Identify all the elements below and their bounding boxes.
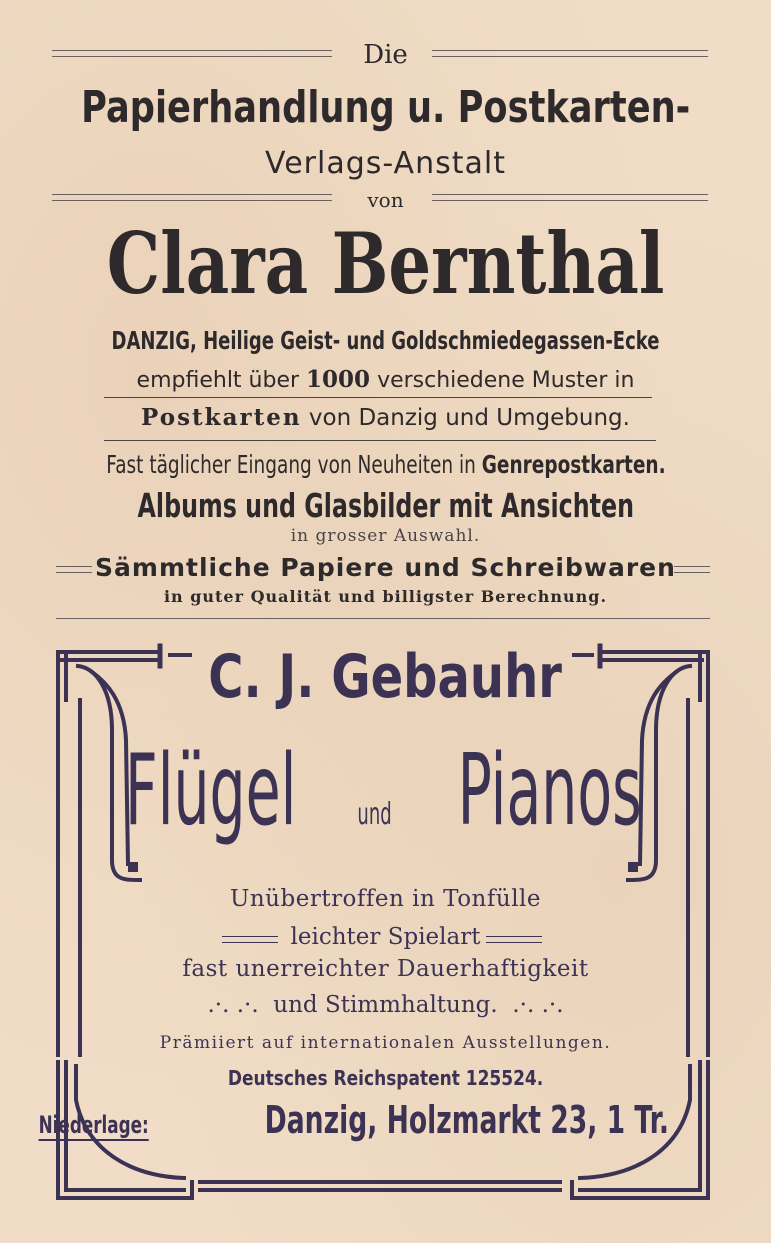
product-heading: Flügel und Pianos [124, 734, 642, 848]
von-text: von [367, 188, 404, 212]
address-line: DANZIG, Heilige Geist- und Goldschmiedegassen-Ecke [111, 326, 660, 355]
albums-line: Albums und Glasbilder mit Ansichten [137, 486, 634, 525]
stationery-line: Sämmtliche Papiere und Schreibwaren [95, 553, 676, 582]
company-name: C. J. Gebauhr [208, 642, 563, 712]
feature-tuning: .·. .·. und Stimmhaltung. .·. .·. [207, 992, 564, 1018]
proprietor-name: Clara Bernthal [106, 214, 665, 313]
news-line: Fast täglicher Eingang von Neuheiten in Genrepostkarten. [105, 450, 666, 479]
selection-note: in grosser Auswahl. [290, 526, 481, 546]
quality-line: in guter Qualität und billigster Berechnung. [163, 587, 608, 606]
patent-line: Deutsches Reichspatent 125524. [227, 1066, 544, 1090]
feature-tone: Unübertroffen in Tonfülle [229, 886, 542, 912]
postkarten-line: Postkarten von Danzig und Umgebung. [141, 404, 630, 431]
offer-line: empfiehlt über 1000 verschiedene Muster in [136, 366, 635, 393]
feature-durability: fast unerreichter Dauerhaftigkeit [182, 956, 589, 982]
intro-die: Die [363, 40, 408, 70]
feature-action: leichter Spielart [290, 924, 481, 950]
awards-line: Prämiiert auf internationalen Ausstellungen. [159, 1033, 612, 1053]
ad-title: Papierhandlung u. Postkarten- [80, 82, 691, 133]
location-line: Niederlage: Danzig, Holzmarkt 23, 1 Tr. [39, 1098, 669, 1142]
ad-subtitle: Verlags-Anstalt [265, 146, 506, 181]
